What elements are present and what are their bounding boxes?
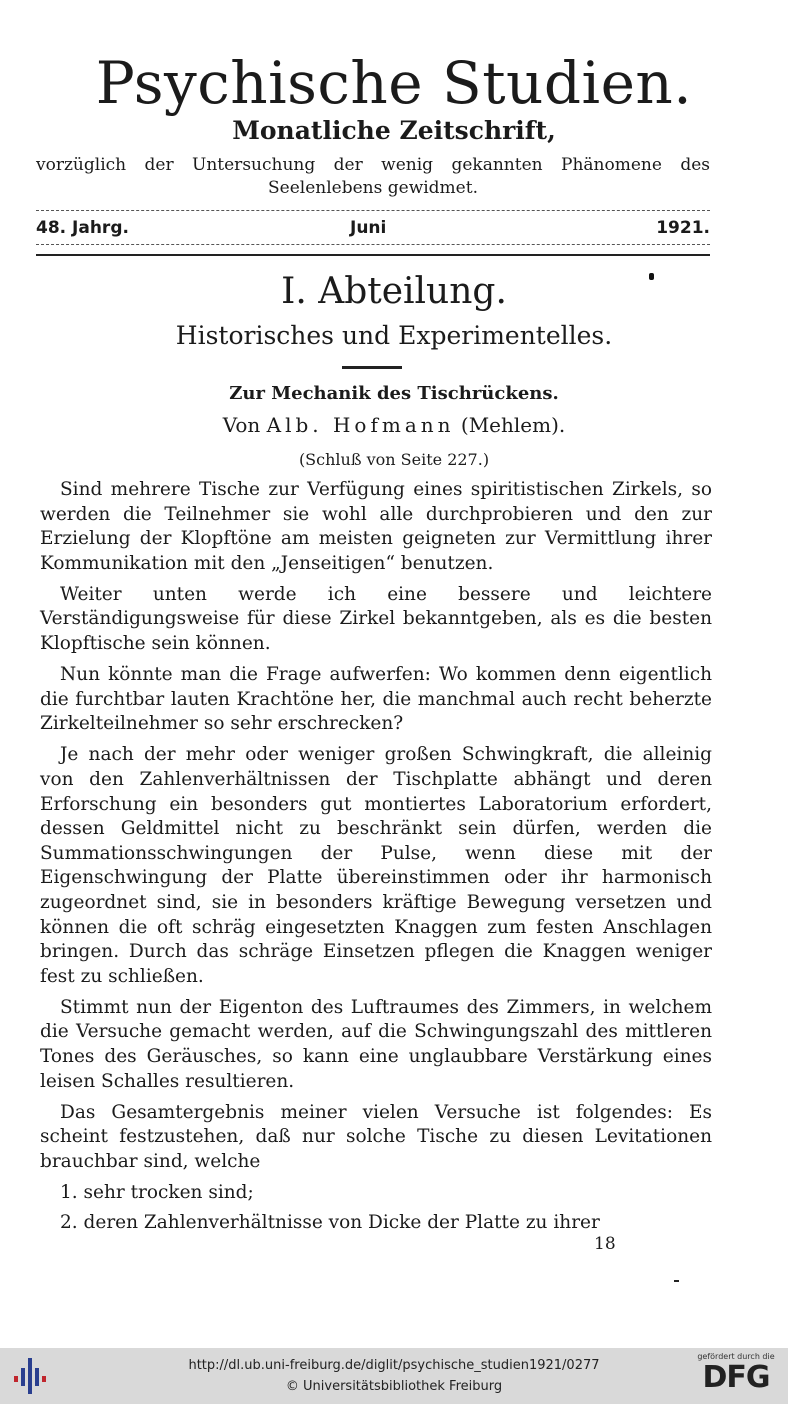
source-url[interactable]: http://dl.ub.uni-freiburg.de/diglit/psychische_studien1921/0277 <box>188 1358 600 1373</box>
author-prefix: Von <box>222 413 261 437</box>
paragraph: Nun könnte man die Frage aufwerfen: Wo kommen denn eigentlich die furchtbar lauten Krachtöne her, die manchmal auch recht beherzte Zirkelteilnehmer so sehr erschrecken? <box>40 664 712 735</box>
journal-title: Psychische Studien. <box>95 49 693 117</box>
section-subtitle: Historisches und Experimentelles. <box>175 321 613 350</box>
dfg-logo <box>694 1352 778 1400</box>
list-item: 1. sehr trocken sind; <box>60 1182 254 1204</box>
paragraph: Stimmt nun der Eigenton des Luftraumes des Zimmers, in welchem die Versuche gemacht werden, auf die Schwingungszahl des mittleren Tones des Geräusches, so kann eine unglaubbare Verstärkung eines leisen Schalles resultieren. <box>40 996 712 1092</box>
list-item: 2. deren Zahlenverhältnisse von Dicke der Platte zu ihrer <box>60 1211 600 1233</box>
section-title: I. Abteilung. <box>281 271 507 312</box>
section-rule <box>342 366 402 369</box>
paragraph: Weiter unten werde ich eine bessere und leichtere Verständigungsweise für diese Zirkel bekanntgeben, als es die besten Klopftische sein können. <box>40 583 712 655</box>
header-divider-dashed <box>36 244 710 245</box>
dfg-caption: gefördert durch die <box>697 1352 775 1361</box>
article-author <box>0 411 788 439</box>
page-number: 18 <box>594 1234 616 1254</box>
continuation-note: (Schluß von Seite 227.) <box>298 450 490 469</box>
paragraph: Das Gesamtergebnis meiner vielen Versuche ist folgendes: Es scheint festzustehen, daß nur solche Tische zu diesen Levitationen brauchbar sind, welche <box>40 1101 712 1172</box>
ink-mark <box>674 1280 679 1282</box>
article-body <box>40 478 712 1240</box>
copyright-notice: © Universitätsbibliothek Freiburg <box>285 1379 503 1394</box>
journal-description: vorzüglich der Untersuchung der wenig gekannten Phänomene des Seelenlebens gewidmet. <box>36 155 710 198</box>
issue-month: Juni <box>350 218 387 238</box>
article-title: Zur Mechanik des Tischrückens. <box>229 383 559 404</box>
issue-date: 1921. <box>656 218 710 238</box>
header-divider-bottom <box>36 254 710 256</box>
journal-subtitle: Monatliche Zeitschrift, <box>232 116 556 145</box>
paragraph: Sind mehrere Tische zur Verfügung eines spiritistischen Zirkels, so werden die Teilnehmer sie wohl alle durchprobieren und den zur Erzielung der Klopftöne am meisten geigneten zur Vermittlung ihrer Kommunikation mit den „Jenseitigen“ benutzen. <box>40 479 712 574</box>
dfg-wordmark: DFG <box>702 1360 770 1395</box>
paragraph: Je nach der mehr oder weniger großen Schwingkraft, die alleinig von den Zahlenverhältnissen der Tischplatte abhängt und deren Erforschung ein besonders gut montiertes Laboratorium erfordert, dessen Geldmittel nicht zu beschränkt sein dürfen, werden die Summationsschwingungen der Pulse, wenn diese mit der Eigenschwingung der Platte übereinstimmen oder ihr harmonisch zugeordnet sind, sie in besonders kräftige Bewegung versetzen und können die oft schräg eingesetzten Knaggen zum festen Anschlagen bringen. Durch das schräge Einsetzen pflegen die Knaggen weniger fest zu schließen. <box>40 744 712 987</box>
volume-year: 48. Jahrg. <box>36 218 129 238</box>
author-name: Alb. Hofmann <box>266 413 455 437</box>
author-suffix: (Mehlem). <box>460 413 566 437</box>
issue-info-row <box>36 218 710 242</box>
header-divider-top <box>36 210 710 211</box>
footer-bar <box>0 1348 788 1404</box>
